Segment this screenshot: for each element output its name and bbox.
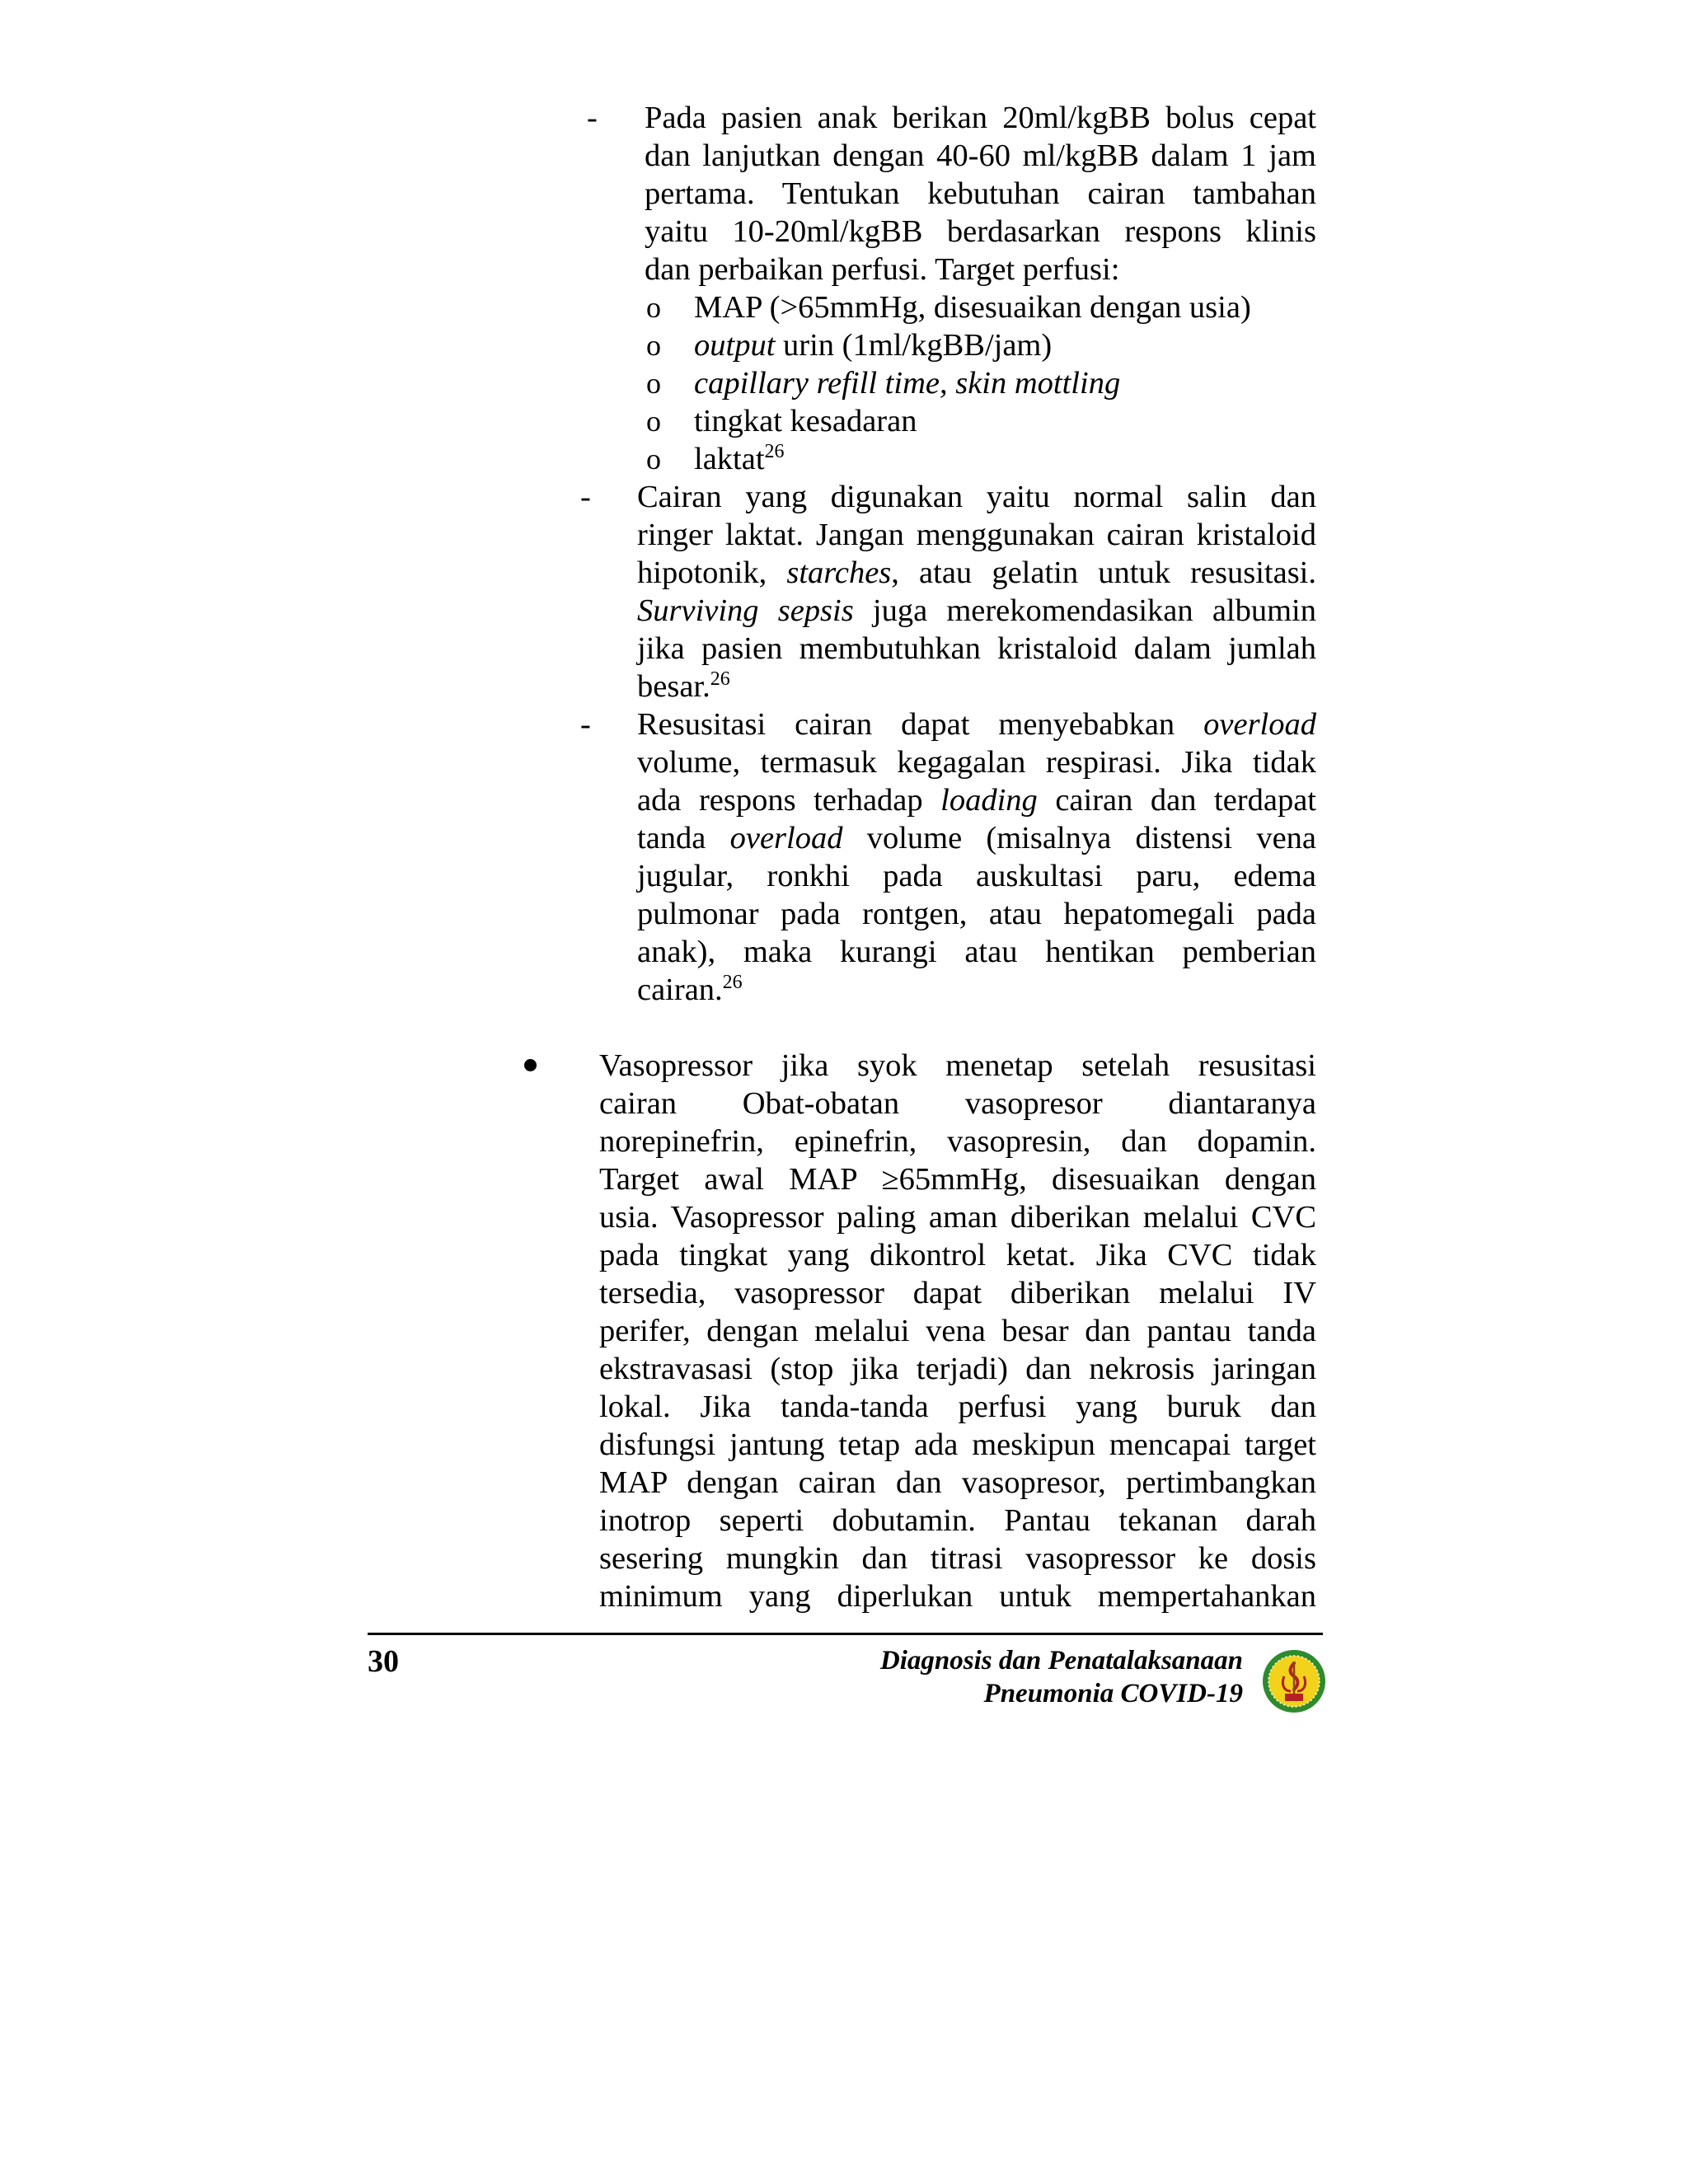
italic-term: starches	[786, 555, 892, 590]
italic-term: Surviving sepsis	[637, 593, 854, 628]
circle-bullet: o	[646, 291, 661, 324]
paragraph-line: Vasopressor jika syok menetap setelah resusitasi	[599, 1048, 1316, 1083]
paragraph-line: usia. Vasopressor paling aman diberikan melalui CVC	[599, 1200, 1316, 1235]
paragraph-line: MAP dengan cairan dan vasopresor, pertimbangkan	[599, 1465, 1316, 1500]
text-run: , atau gelatin untuk resusitasi.	[891, 555, 1317, 590]
reference-superscript: 26	[722, 972, 743, 993]
italic-term: overload	[1203, 707, 1316, 742]
footer-title-line2: Pneumonia COVID-19	[983, 1679, 1243, 1708]
text-run: ada respons terhadap	[637, 783, 941, 818]
target-item-output-rest: urin (1ml/kgBB/jam)	[775, 328, 1053, 363]
paragraph-line: norepinefrin, epinefrin, vasopresin, dan dopamin.	[599, 1124, 1316, 1159]
reference-superscript: 26	[764, 441, 785, 462]
paragraph-line: Cairan yang digunakan yaitu normal salin dan	[637, 480, 1316, 514]
text-run: besar.	[637, 669, 710, 704]
paragraph-line: disfungsi jantung tetap ada meskipun mencapai target	[599, 1427, 1316, 1462]
italic-term: capillary refill time, skin mottling	[694, 366, 1121, 401]
paragraph-line: sesering mungkin dan titrasi vasopressor ke dosis	[599, 1541, 1316, 1576]
paragraph-line: inotrop seperti dobutamin. Pantau tekanan darah	[599, 1503, 1316, 1538]
target-item-laktat	[694, 440, 785, 478]
paragraph-line: ekstravasasi (stop jika terjadi) dan nekrosis jaringan	[599, 1352, 1316, 1386]
italic-term: overload	[729, 821, 843, 855]
dash-bullet: -	[580, 480, 591, 514]
target-item-kesadaran: tingkat kesadaran	[694, 404, 917, 438]
paragraph-line	[637, 971, 743, 1009]
text-run: Resusitasi cairan dapat menyebabkan	[637, 707, 1204, 742]
paragraph-line	[637, 705, 1316, 743]
paragraph-line: tersedia, vasopressor dapat diberikan melalui IV	[599, 1276, 1316, 1310]
circle-bullet: o	[646, 329, 661, 362]
text-run: volume (misalnya distensi vena	[842, 821, 1317, 855]
paragraph-line: perifer, dengan melalui vena besar dan pantau tanda	[599, 1314, 1316, 1348]
paragraph-line: lokal. Jika tanda-tanda perfusi yang buruk dan	[599, 1390, 1316, 1424]
paragraph-line	[637, 554, 1316, 592]
italic-term: loading	[940, 783, 1038, 818]
paragraph-line: volume, termasuk kegagalan respirasi. Jika tidak	[637, 745, 1316, 780]
paragraph-line: dan lanjutkan dengan 40-60 ml/kgBB dalam 1 jam	[645, 138, 1316, 173]
target-item-laktat-text: laktat	[694, 442, 765, 476]
text-run: hipotonik,	[637, 555, 787, 590]
paragraph-line	[637, 781, 1316, 819]
paragraph-line	[637, 592, 1316, 630]
circle-bullet: o	[646, 405, 661, 438]
paragraph-line: yaitu 10-20ml/kgBB berdasarkan respons klinis	[645, 214, 1316, 249]
paragraph-line: pertama. Tentukan kebutuhan cairan tambahan	[645, 176, 1316, 211]
target-item-output	[694, 326, 1052, 364]
paragraph-line	[637, 819, 1316, 857]
target-item-crt	[694, 364, 1120, 402]
paragraph-line: Target awal MAP ≥65mmHg, disesuaikan dengan	[599, 1162, 1316, 1197]
dash-bullet: -	[580, 707, 591, 742]
circle-bullet: o	[646, 443, 661, 476]
paragraph-line: dan perbaikan perfusi. Target perfusi:	[645, 252, 1120, 287]
paragraph-line: jugular, ronkhi pada auskultasi paru, edema	[637, 859, 1316, 893]
paragraph-line: jika pasien membutuhkan kristaloid dalam jumlah	[637, 631, 1316, 666]
footer-rule	[368, 1633, 1323, 1635]
pdpi-logo-icon	[1261, 1648, 1327, 1714]
page-number: 30	[368, 1644, 399, 1679]
text-run: tanda	[637, 821, 730, 855]
paragraph-line: pada tingkat yang dikontrol ketat. Jika CVC tidak	[599, 1238, 1316, 1272]
paragraph-line	[637, 668, 730, 705]
dash-bullet: -	[587, 101, 598, 135]
paragraph-line: pulmonar pada rontgen, atau hepatomegali pada	[637, 897, 1316, 931]
paragraph-line: anak), maka kurangi atau hentikan pemberian	[637, 935, 1316, 969]
text-run: cairan dan terdapat	[1037, 783, 1316, 818]
italic-term: output	[694, 328, 776, 363]
footer-title-line1: Diagnosis dan Penatalaksanaan	[879, 1646, 1243, 1675]
text-run: cairan.	[637, 972, 723, 1007]
paragraph-line: Pada pasien anak berikan 20ml/kgBB bolus cepat	[645, 101, 1316, 135]
paragraph-line: cairan Obat-obatan vasopresor diantaranya	[599, 1086, 1316, 1121]
paragraph-line: minimum yang diperlukan untuk mempertahankan	[599, 1579, 1316, 1614]
target-item-map: MAP (>65mmHg, disesuaikan dengan usia)	[694, 290, 1251, 325]
bullet-dot	[524, 1059, 537, 1071]
reference-superscript: 26	[710, 668, 730, 690]
text-run: juga merekomendasikan albumin	[853, 593, 1316, 628]
paragraph-line: ringer laktat. Jangan menggunakan cairan kristaloid	[637, 518, 1316, 552]
circle-bullet: o	[646, 367, 661, 400]
